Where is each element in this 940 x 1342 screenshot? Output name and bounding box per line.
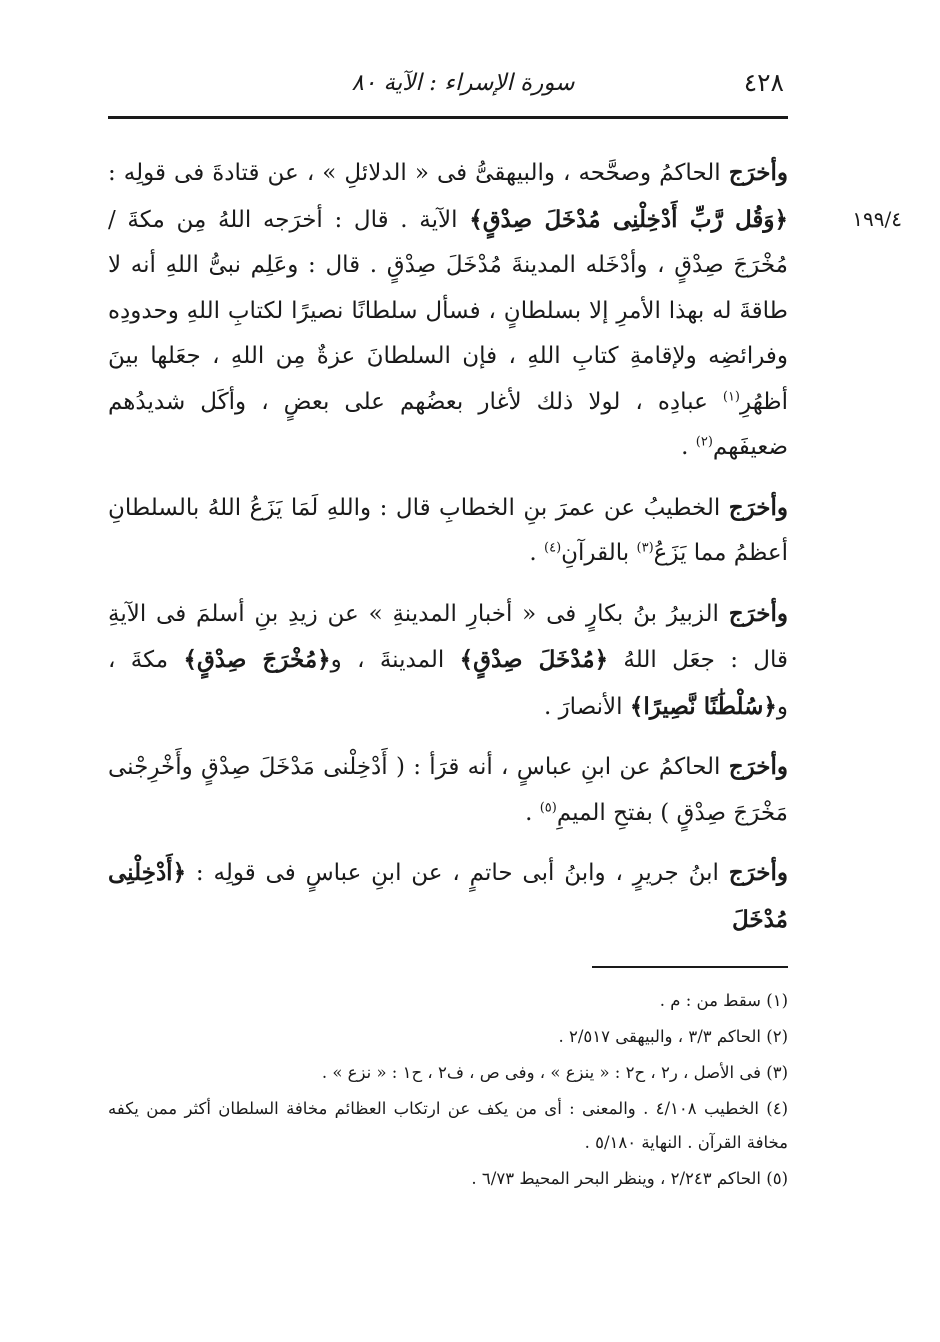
footnote-separator — [592, 966, 788, 968]
running-title: سورة الإسراء : الآية ٨٠ — [351, 70, 575, 96]
footnote-4: (٤) الخطيب ٤/١٠٨ . والمعنى : أى من يكف عن ارتكاب العظائم مخافة السلطان أكثر ممن يكفه مخافة القرآن . النهاية ٥/١٨٠ . — [108, 1099, 788, 1152]
paragraph-text: الحاكمُ عن ابنِ عباسٍ ، أنه قرَأ : ( أَدْخِلْنى مَدْخَلَ صِدْقٍ وأَخْرِجْنى مَخْرَجَ صِدْقٍ ) بفتحِ الميمِ — [108, 754, 788, 826]
paragraph-text: عبادِه ، لولا ذلك لأغار بعضُهم على بعضٍ ، وأكَل شديدُهم ضعيفَهم — [108, 388, 788, 460]
paragraph-text: المدينةَ ، و — [330, 647, 460, 673]
margin-reference: ١٩٩/٤ — [852, 207, 902, 231]
footnote-1: (١) سقط من : م . — [659, 991, 788, 1010]
page-number: ٤٢٨ — [743, 68, 784, 97]
paragraph-lead: وأخرَج — [728, 753, 788, 780]
paragraph-text: الزبيرُ بنُ بكارٍ فى « أخبارِ المدينةِ » عن زيدِ بنِ أسلمَ فى الآيةِ قال : جعَل اللهُ — [108, 600, 788, 673]
quran-quote: ﴿مُدْخَلَ صِدْقٍ﴾ — [459, 646, 609, 673]
footnote-marker[interactable]: (١) — [722, 388, 740, 404]
footnote-3: (٣) فى الأصل ، ر٢ ، ح٢ : « ينزع » ، وفى ص ، ف٢ ، ح١ : « نزع » . — [321, 1063, 788, 1082]
paragraph-3 — [108, 591, 788, 731]
paragraph-text: الخطيبُ عن عمرَ بنِ الخطابِ قال : واللهِ لَمَا يَزَعُ اللهُ بالسلطانِ أعظمُ مما يَزَعُ — [108, 494, 788, 566]
quran-quote: ﴿أَدْخِلْنِى مُدْخَلَ — [108, 859, 788, 933]
footnote-marker[interactable]: (٢) — [695, 434, 713, 450]
footnotes — [108, 984, 788, 1198]
quran-quote: ﴿سُلْطَٰنًا نَّصِيرًا﴾ — [629, 692, 777, 720]
page-header — [108, 62, 788, 106]
footnote-marker[interactable]: (٥) — [539, 799, 557, 815]
paragraph-text: الأنصارَ . — [543, 693, 630, 720]
paragraph-text: الآية . قال : أخرَجه اللهُ مِن مكةَ / مُخْرَجَ صِدْقٍ ، وأدْخَله المدينةَ مُدْخَلَ صِدْقٍ . قال : وعَلِم نبىُّ اللهِ أنه لا طاقةَ له بهذا الأمرِ إلا بسلطانٍ ، فسأل سلطانًا نصيرًا لكتابِ اللهِ وحدودِه وفرائضِه ولإقامةِ كتابِ اللهِ ، فإن السلطانَ عزةٌ مِن اللهِ ، جعَلها بينَ أظهُرِ — [108, 206, 788, 415]
main-text — [108, 150, 788, 957]
paragraph-5 — [108, 850, 788, 943]
footnote-5: (٥) الحاكم ٢/٢٤٣ ، وينظر البحر المحيط ٦/٧٣ . — [471, 1169, 788, 1188]
paragraph-text: . — [681, 434, 696, 460]
paragraph-text: الحاكمُ وصحَّحه ، والبيهقىُّ فى « الدلائلِ » ، عن قتادةَ فى قولِه : — [108, 160, 729, 186]
quran-quote: ﴿مُخْرَجَ صِدْقٍ﴾ — [183, 646, 331, 673]
paragraph-text: . — [525, 799, 540, 826]
paragraph-4 — [108, 744, 788, 836]
footnote-2: (٢) الحاكم ٣/٣ ، والبيهقى ٢/٥١٧ . — [558, 1027, 788, 1046]
paragraph-text: . — [529, 540, 545, 566]
paragraph-lead: وأخرَج — [728, 159, 788, 186]
footnote-marker[interactable]: (٤) — [544, 540, 562, 556]
paragraph-text: بالقرآنِ — [561, 540, 637, 566]
paragraph-text: مكةَ ، و — [108, 647, 788, 720]
paragraph-lead: وأخرَج — [728, 859, 788, 886]
footnote-marker[interactable]: (٣) — [636, 540, 654, 556]
paragraph-1 — [108, 150, 788, 471]
paragraph-text: ابنُ جريرٍ ، وابنُ أبى حاتمٍ ، عن ابنِ عباسٍ فى قولِه : — [186, 860, 729, 886]
quran-quote: ﴿وَقُل رَّبِّ أَدْخِلْنِى مُدْخَلَ صِدْقٍ﴾ — [469, 205, 788, 233]
paragraph-lead: وأخرَج — [728, 599, 788, 627]
paragraph-lead: وأخرَج — [728, 493, 788, 521]
header-rule — [108, 116, 788, 119]
paragraph-2 — [108, 485, 788, 577]
